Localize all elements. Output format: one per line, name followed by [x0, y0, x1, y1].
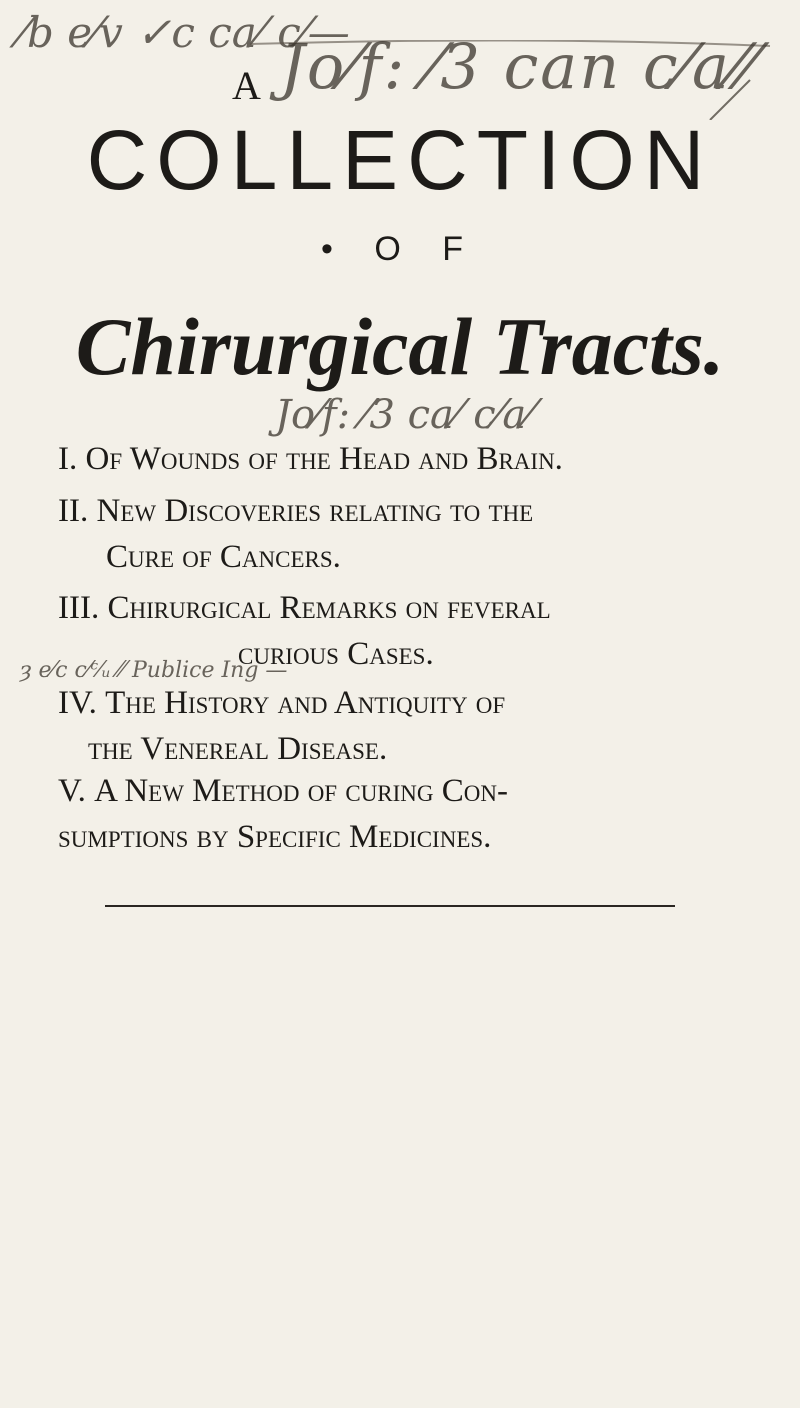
item-title-cont: Cure of Cancers. — [106, 539, 341, 575]
item-number: IV. — [58, 685, 97, 721]
contents-item-4 — [58, 680, 758, 772]
item-title-cont: sumptions by Specific Medicines. — [58, 819, 492, 855]
item-number: I. — [58, 441, 78, 477]
item-title: The History and Antiquity of — [105, 685, 506, 721]
contents-item-5 — [58, 768, 758, 860]
title-of-text: O F — [374, 230, 480, 268]
title-of: • O F — [320, 230, 480, 268]
title-subject: Chirurgical Tracts. — [75, 301, 725, 392]
contents-item-1 — [58, 436, 758, 482]
title-article: A — [232, 63, 261, 108]
divider — [105, 905, 675, 907]
item-title: Chirurgical Remarks on feveral — [107, 590, 551, 626]
handwritten-margin-note: ȝ e⁄c c⁄ᶜ⁄ᵤ ⁄⁄ Publice Ing — — [20, 658, 288, 683]
handwritten-signature: Jo⁄f: ⁄3 ca⁄ c⁄a⁄ — [275, 392, 533, 438]
item-number: V. — [58, 773, 86, 809]
item-title: New Discoveries relating to the — [96, 493, 534, 529]
item-title: A New Method of curing Con- — [94, 773, 508, 809]
contents-item-2 — [58, 488, 758, 580]
item-title-cont: the Venereal Disease. — [88, 731, 388, 767]
item-title: Of Wounds of the Head and Brain. — [85, 441, 563, 477]
page-title: COLLECTION — [86, 113, 714, 207]
handwritten-owner-name: Jo⁄f: ⁄3 can c⁄a⁄⁄ — [280, 30, 756, 103]
item-number: III. — [58, 590, 100, 626]
item-title-cont: curious Cases. — [238, 636, 434, 672]
handwritten-note-top-left: ⁄b e⁄v ✓c ca⁄ c⁄— — [20, 8, 350, 57]
item-number: II. — [58, 493, 89, 529]
